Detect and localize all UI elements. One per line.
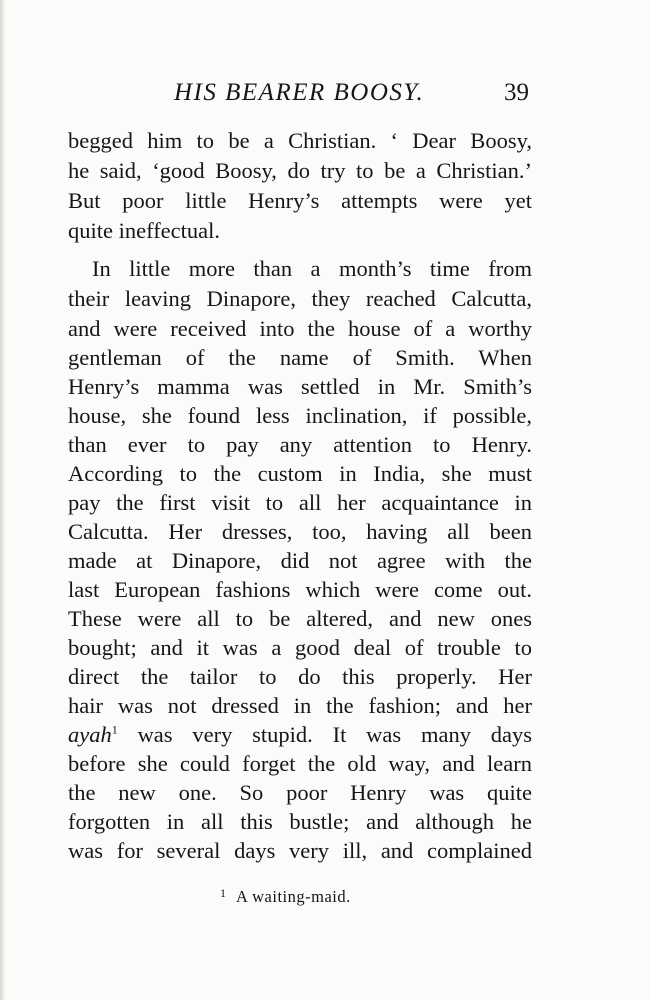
text-line: pay the first visit to all her acquaintance in bbox=[68, 490, 532, 515]
text-line: But poor little Henry’s attempts were yet bbox=[68, 188, 532, 213]
footnote-text: A waiting-maid. bbox=[236, 887, 351, 906]
text-line: According to the custom in India, she must bbox=[68, 461, 532, 486]
page-gutter-shadow bbox=[0, 0, 6, 1000]
text-line: bought; and it was a good deal of trouble to bbox=[68, 635, 532, 660]
ayah-word: ayah bbox=[68, 722, 112, 747]
text-line: made at Dinapore, did not agree with the bbox=[68, 548, 532, 573]
text-line: the new one. So poor Henry was quite bbox=[68, 780, 532, 805]
text-line: forgotten in all this bustle; and although he bbox=[68, 809, 532, 834]
text-line: and were received into the house of a worthy bbox=[68, 316, 532, 341]
text-line: before she could forget the old way, and learn bbox=[68, 751, 532, 776]
text-line-remainder: was very stupid. It was many days bbox=[137, 722, 532, 747]
text-line: Calcutta. Her dresses, too, having all been bbox=[68, 519, 532, 544]
text-line: than ever to pay any attention to Henry. bbox=[68, 432, 532, 457]
text-line-with-ayah bbox=[68, 720, 532, 750]
text-line: was for several days very ill, and complained bbox=[68, 838, 532, 863]
text-line: These were all to be altered, and new ones bbox=[68, 606, 532, 631]
text-line: direct the tailor to do this properly. Her bbox=[68, 664, 532, 689]
text-line: Henry’s mamma was settled in Mr. Smith’s bbox=[68, 374, 532, 399]
text-line: hair was not dressed in the fashion; and her bbox=[68, 693, 532, 718]
text-line: house, she found less inclination, if possible, bbox=[68, 403, 532, 428]
text-line: In little more than a month’s time from bbox=[92, 256, 532, 281]
text-line: their leaving Dinapore, they reached Calcutta, bbox=[68, 286, 532, 311]
footnote-mark: 1 bbox=[220, 886, 226, 900]
page-number: 39 bbox=[504, 79, 529, 106]
text-line: quite ineffectual. bbox=[68, 218, 221, 243]
footnote bbox=[0, 884, 649, 910]
text-line: he said, ‘good Boosy, do try to be a Christian.’ bbox=[68, 158, 532, 183]
footnote-reference: 1 bbox=[111, 722, 118, 737]
running-title: HIS BEARER BOOSY. bbox=[174, 79, 425, 106]
text-line: gentleman of the name of Smith. When bbox=[68, 345, 532, 370]
text-line: begged him to be a Christian. ‘ Dear Boosy, bbox=[68, 128, 532, 153]
running-head bbox=[0, 76, 649, 110]
text-line: last European fashions which were come out. bbox=[68, 577, 532, 602]
